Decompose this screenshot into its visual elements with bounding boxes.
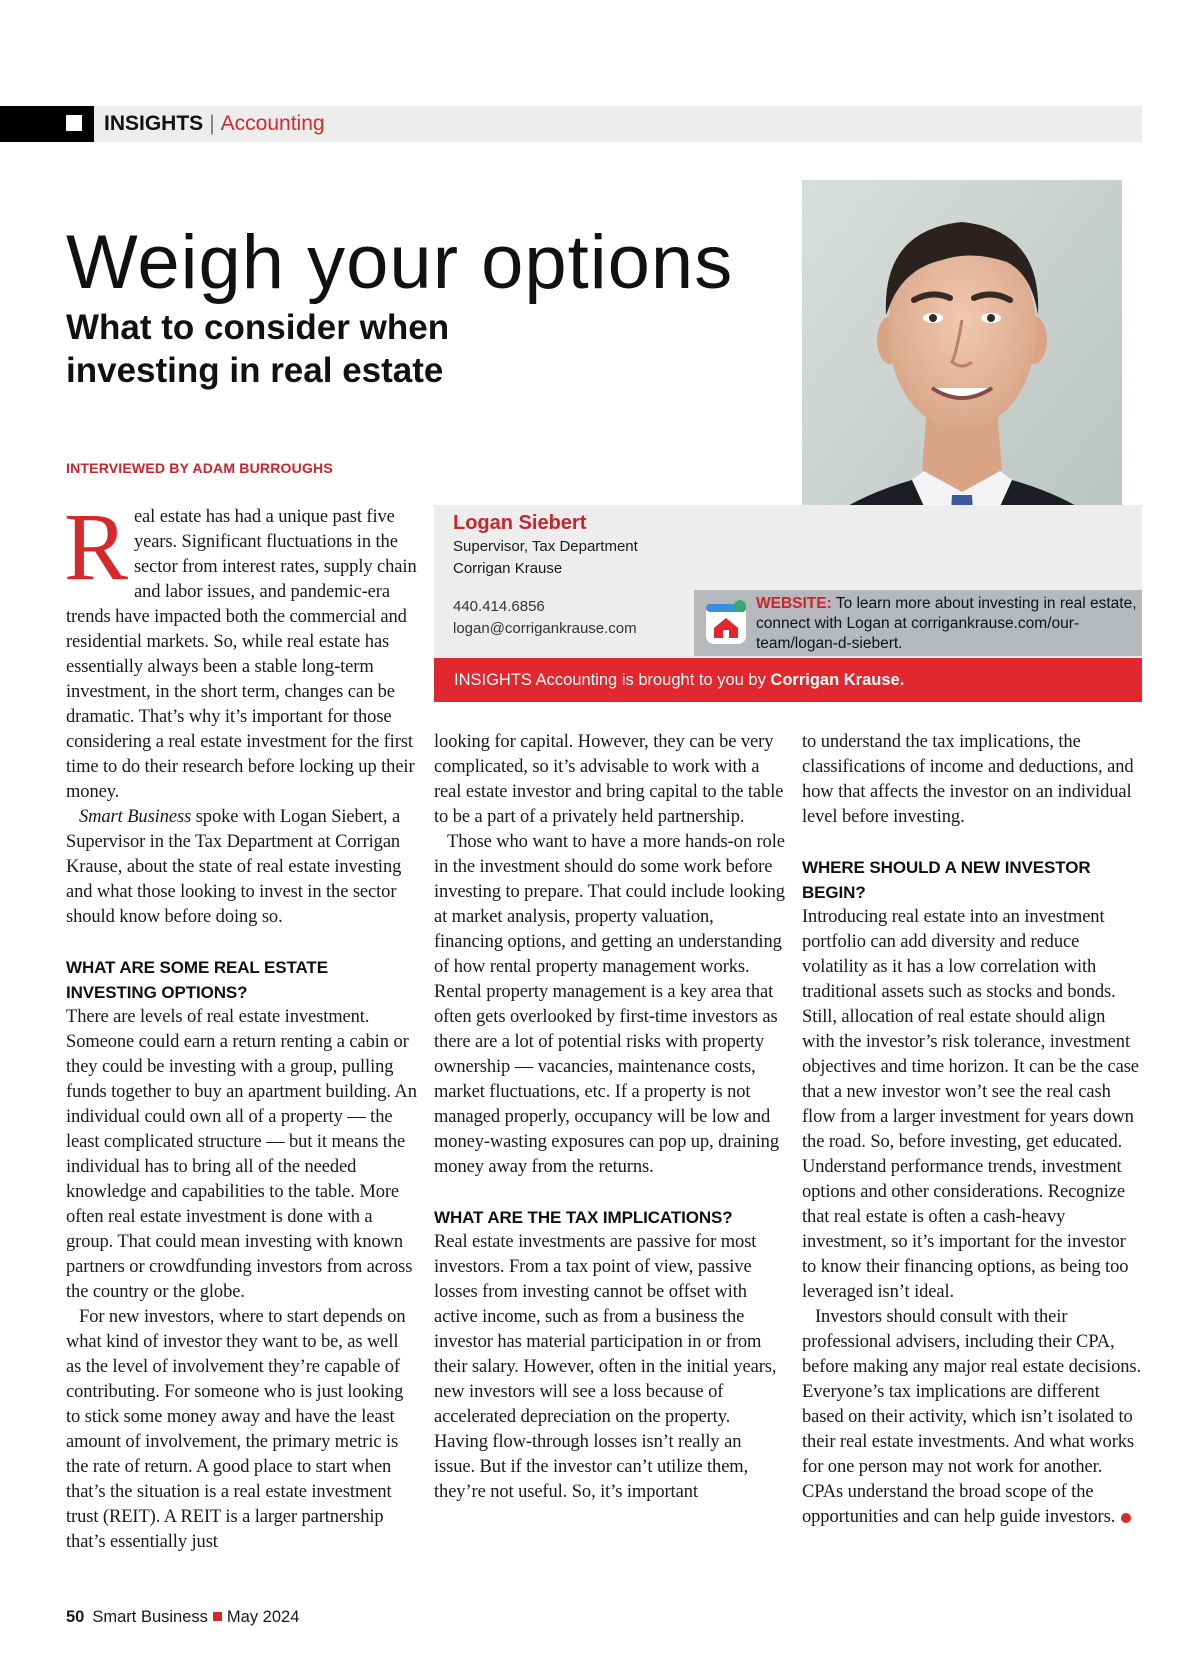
bio-company: Corrigan Krause — [453, 560, 563, 577]
paragraph-3: There are levels of real estate investment. Someone could earn a return renting a cabin or they could be investing with a group, pulling funds together to buy an apartment building. An individual could own all of a property — the least complicated structure — but it means the individual has to bring all of the needed knowledge and capabilities to the table. More often real estate investment is done with a group. That could mean investing with known partners or crowdfunding investors from across the country or the globe. — [66, 1007, 417, 1302]
paragraph-4: For new investors, where to start depends on what kind of investor they want to be, as well as the level of involvement they’re capable of contributing. For someone who is just looking to stick some money away and have the least amount of involvement, the primary metric is the rate of return. A good place to start when that’s the situation is a real estate investment trust (REIT). A REIT is a larger partnership that’s essentially just — [66, 1307, 406, 1552]
subhead-tax: WHAT ARE THE TAX IMPLICATIONS? — [434, 1208, 733, 1227]
page-number: 50 — [66, 1608, 85, 1626]
house-web-icon — [704, 598, 748, 646]
section-label: INSIGHTS — [104, 112, 204, 135]
article-byline: INTERVIEWED BY ADAM BURROUGHS — [66, 460, 333, 476]
paragraph-10-text: Investors should consult with their professional advisers, including their CPA, before making any major real estate decisions. Everyone’s tax implications are different based on their activity, which isn’t isolated to their real estate investments. And what works for one person may not work for another. CPAs understand the broad scope of the opportunities and can help guide investors. — [802, 1307, 1142, 1527]
article-subtitle: What to consider when investing in real estate — [66, 308, 450, 390]
paragraph-8: to understand the tax implications, the classifications of income and deductions, and how that affects the investor on an individual level before investing. — [802, 732, 1134, 827]
article-column-2 — [434, 730, 786, 1505]
page-footer — [66, 1606, 299, 1628]
article-column-3 — [802, 730, 1142, 1530]
intro-text: eal estate has had a unique past five years. Significant fluctuations in the sector from interest rates, supply chain and labor issues, and pandemic-era trends have impacted both the commercial and residential markets. So, while real estate has essentially always been a stable long-term investment, in the short term, changes can be dramatic. That’s why it’s important for those considering a real estate investment for the first time to do their research before locking up their money. — [66, 507, 417, 802]
sponsor-banner-text — [454, 668, 904, 692]
banner-sponsor: Corrigan Krause. — [770, 671, 905, 689]
publication-name: Smart Business — [79, 807, 192, 827]
article-column-1 — [64, 493, 418, 1555]
bio-email[interactable]: logan@corrigankrause.com — [453, 620, 637, 637]
drop-cap: R — [64, 493, 128, 600]
website-text — [756, 594, 1138, 654]
end-mark-icon — [1121, 1513, 1131, 1523]
intro-paragraph — [64, 493, 418, 805]
bio-info — [453, 510, 638, 640]
section-header — [104, 110, 325, 138]
footer-square-icon — [213, 1612, 222, 1621]
paragraph-2 — [66, 805, 418, 930]
bio-phone: 440.414.6856 — [453, 598, 545, 615]
banner-lead: INSIGHTS Accounting is brought to you by — [454, 671, 766, 689]
bio-name: Logan Siebert — [453, 512, 587, 534]
paragraph-6: Those who want to have a more hands-on role in the investment should do some work before investing to prepare. That could include looking at market analysis, property valuation, financing options, and getting an understanding of how rental property management works. Rental property management is a key area that often gets overlooked by first-time investors as there are a lot of potential risks with property ownership — vacancies, maintenance costs, market fluctuations, etc. If a property is not managed properly, occupancy will be low and money-wasting exposures can pop up, draining money away from the returns. — [434, 832, 785, 1177]
article-title: Weigh your options — [66, 220, 734, 305]
footer-date: May 2024 — [226, 1608, 300, 1626]
website-description[interactable]: To learn more about investing in real estate, connect with Logan at corrigankrause.com/our-team/logan-d-siebert. — [756, 595, 1137, 652]
paragraph-9: Introducing real estate into an investment portfolio can add diversity and reduce volatility as it has a low correlation with traditional assets such as stocks and bonds. Still, allocation of real estate should align with the investor’s risk tolerance, investment objectives and time horizon. It can be the case that a new investor won’t see the real cash flow from a larger investment for years down the road. So, before investing, get educated. Understand performance trends, investment options and other considerations. Recognize that real estate is often a cash-heavy investment, so it’s important for the investor to know their financing options, as being too leveraged isn’t ideal. — [802, 907, 1139, 1302]
section-separator: | — [209, 112, 215, 135]
paragraph-2-text: spoke with Logan Siebert, a Supervisor in the Tax Department at Corrigan Krause, about the state of real estate investing and what those looking to invest in the sector should know before doing so. — [66, 807, 402, 927]
section-category: Accounting — [220, 112, 325, 135]
paragraph-7: Real estate investments are passive for most investors. From a tax point of view, passive losses from investing cannot be offset with active income, such as from a business the investor has material participation in or from their salary. However, often in the initial years, new investors will see a loss because of accelerated depreciation on the property. Having flow-through losses isn’t really an issue. But if the investor can’t utilize them, they’re not useful. So, it’s important — [434, 1232, 777, 1502]
bio-title: Supervisor, Tax Department — [453, 538, 638, 555]
paragraph-5: looking for capital. However, they can be very complicated, so it’s advisable to work with a real estate investor and bring capital to the table to be a part of a privately held partnership. — [434, 732, 784, 827]
subhead-options: WHAT ARE SOME REAL ESTATE INVESTING OPTIONS? — [66, 958, 328, 1002]
header-square-icon — [66, 115, 82, 131]
footer-publication: Smart Business — [92, 1608, 208, 1626]
website-label: WEBSITE: — [756, 595, 832, 612]
paragraph-10 — [802, 1305, 1142, 1530]
subhead-begin: WHERE SHOULD A NEW INVESTOR BEGIN? — [802, 858, 1091, 902]
